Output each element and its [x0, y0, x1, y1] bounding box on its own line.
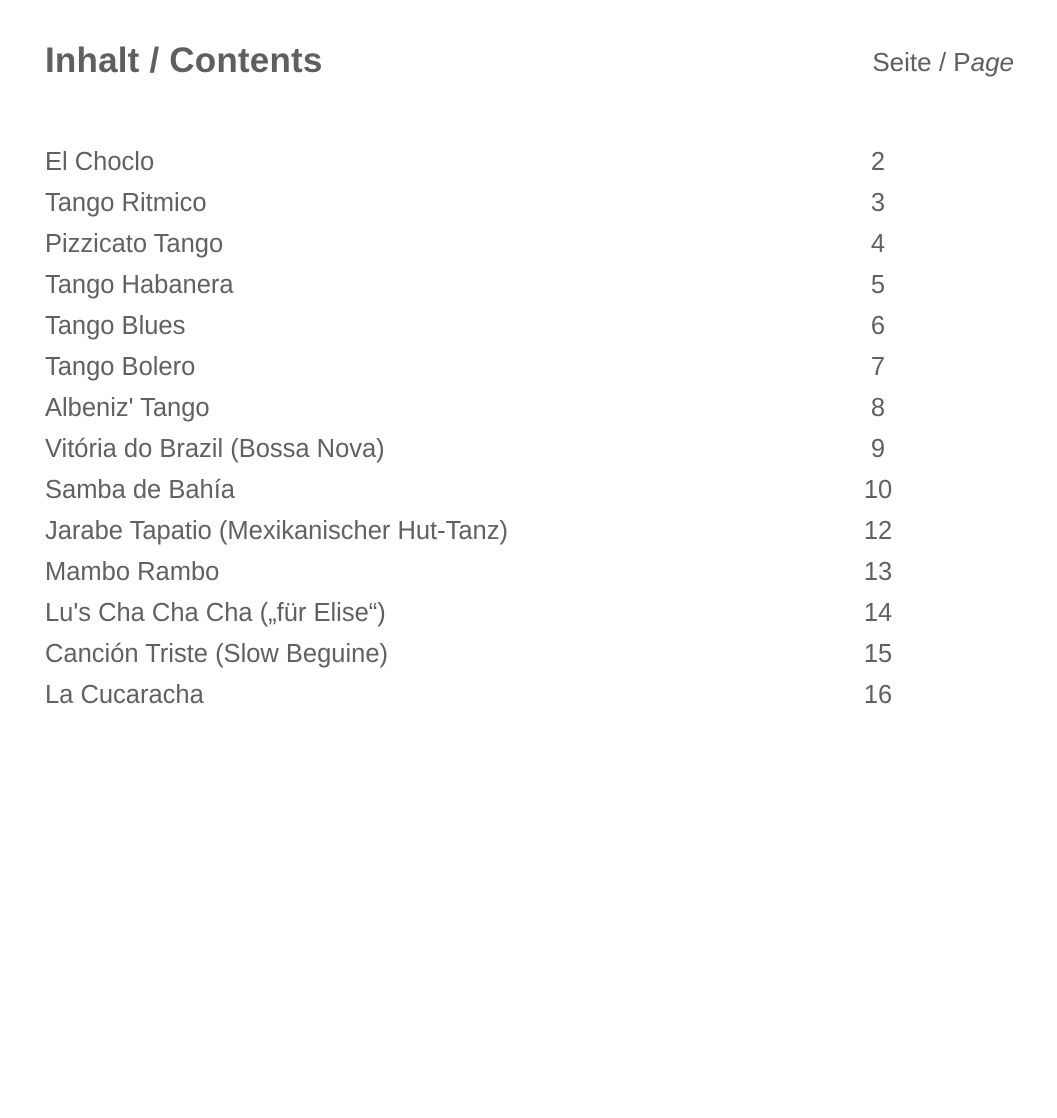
toc-entry[interactable]: [45, 265, 905, 306]
toc-entry[interactable]: [45, 224, 905, 265]
page-title: Inhalt / Contents: [45, 41, 323, 80]
toc-entry-title: Canción Triste (Slow Beguine): [45, 640, 388, 668]
page-column-header: [872, 47, 1014, 78]
toc-entry-title: Vitória do Brazil (Bossa Nova): [45, 435, 385, 463]
toc-entry-title: Mambo Rambo: [45, 558, 220, 586]
toc-entry-title: Jarabe Tapatio (Mexikanischer Hut-Tanz): [45, 517, 508, 545]
toc-entry[interactable]: [45, 142, 905, 183]
toc-entry-page: 9: [870, 435, 886, 463]
toc-entry-title: La Cucaracha: [45, 681, 204, 709]
toc-entry-page: 3: [870, 189, 886, 217]
toc-entry-page: 4: [870, 230, 886, 258]
toc-entry-title: Lu's Cha Cha Cha („für Elise“): [45, 599, 386, 627]
toc-entry[interactable]: [45, 429, 905, 470]
toc-entry[interactable]: [45, 347, 905, 388]
toc-entry-title: Tango Blues: [45, 312, 186, 340]
toc-entry[interactable]: [45, 593, 905, 634]
page-column-header-prefix: Seite / P: [872, 47, 971, 77]
toc-entry[interactable]: [45, 552, 905, 593]
toc-entry-page: 10: [863, 476, 893, 504]
toc-entry[interactable]: [45, 470, 905, 511]
toc-entry-title: Tango Habanera: [45, 271, 234, 299]
toc-entry-title: Pizzicato Tango: [45, 230, 224, 258]
toc-entry-page: 2: [870, 148, 886, 176]
toc-entry-page: 6: [870, 312, 886, 340]
table-of-contents: [45, 142, 905, 716]
toc-entry-title: El Choclo: [45, 148, 155, 176]
toc-entry-page: 8: [870, 394, 886, 422]
toc-entry-title: Albeniz' Tango: [45, 394, 210, 422]
toc-entry-page: 13: [863, 558, 893, 586]
toc-entry-title: Tango Ritmico: [45, 189, 207, 217]
toc-entry[interactable]: [45, 511, 905, 552]
toc-entry-page: 7: [870, 353, 886, 381]
toc-entry[interactable]: [45, 634, 905, 675]
toc-entry-page: 16: [863, 681, 893, 709]
toc-entry-title: Samba de Bahía: [45, 476, 235, 504]
toc-entry-page: 14: [863, 599, 893, 627]
toc-entry[interactable]: [45, 183, 905, 224]
page-column-header-italic: age: [970, 47, 1014, 77]
toc-entry-title: Tango Bolero: [45, 353, 196, 381]
toc-entry[interactable]: [45, 388, 905, 429]
toc-entry-page: 12: [863, 517, 893, 545]
toc-entry[interactable]: [45, 675, 905, 716]
toc-entry-page: 15: [863, 640, 893, 668]
toc-entry[interactable]: [45, 306, 905, 347]
toc-entry-page: 5: [870, 271, 886, 299]
